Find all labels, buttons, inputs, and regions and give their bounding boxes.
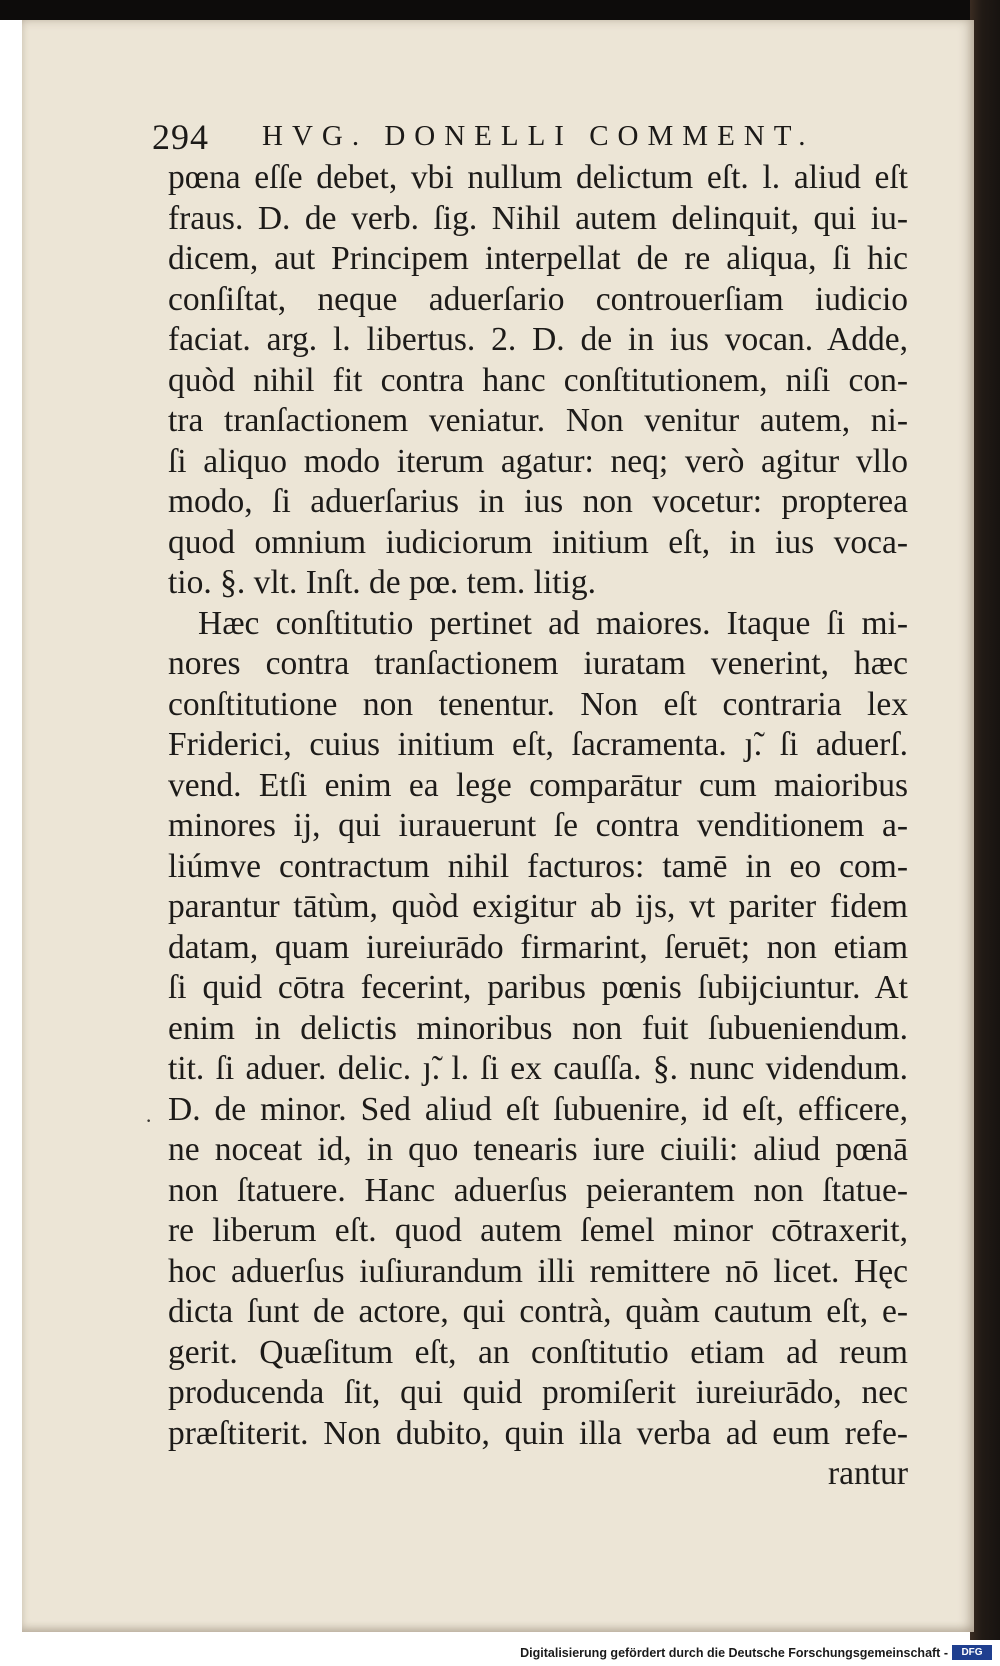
text-line: enim in delictis minoribus non fuit ſubueniendum. — [168, 1009, 908, 1047]
catchword: rantur — [828, 1455, 908, 1492]
text-line: nores contra tranſactionem iuratam venerint, hæc — [168, 645, 908, 682]
text-line: faciat. arg. l. libertus. 2. D. de in ius vocan. Adde, — [168, 321, 908, 358]
text-line: minores ij, qui iurauerunt ſe contra venditionem a- — [168, 807, 908, 844]
text-line: datam, quam iureiurādo firmarint, ſeruēt; non etiam — [168, 928, 908, 966]
text-line: hoc aduerſus iuſiurandum illi remittere nō licet. Hęc — [168, 1252, 908, 1290]
text-line: quòd nihil fit contra hanc conſtitutionem, niſi con- — [168, 361, 908, 399]
body-text — [168, 158, 908, 1495]
text-line: conſtitutione non tenentur. Non eſt contraria lex — [168, 685, 908, 723]
text-line: producenda ſit, qui quid promiſerit iureiurādo, nec — [168, 1374, 908, 1411]
text-line: ne noceat id, in quo tenearis iure ciuili: aliud pœnā — [168, 1131, 908, 1168]
text-line: præſtiterit. Non dubito, quin illa verba ad eum refe- — [168, 1414, 908, 1452]
page-number: 294 — [152, 117, 209, 157]
text-line: pœna eſſe debet, vbi nullum delictum eſt. l. aliud eſt — [168, 159, 908, 196]
text-line: quod omnium iudiciorum initium eſt, in ius voca- — [168, 523, 908, 561]
text-line: tra tranſactionem veniatur. Non venitur autem, ni- — [168, 402, 908, 439]
text-line: non ſtatuere. Hanc aduerſus peierantem non ſtatue- — [168, 1171, 908, 1209]
text-line: parantur tātùm, quòd exigitur ab ijs, vt pariter fidem — [168, 888, 908, 925]
book-fore-edge — [970, 0, 1000, 1640]
text-line: Friderici, cuius initium eſt, ſacramenta. ȷ̃. ſi aduerſ. — [168, 726, 908, 763]
text-line: ſi aliquo modo iterum agatur: neq; verò agitur vllo — [168, 442, 908, 480]
text-line: vend. Etſi enim ea lege comparātur cum maioribus — [168, 766, 908, 804]
text-line: D. de minor. Sed aliud eſt ſubuenire, id eſt, efficere, — [168, 1090, 908, 1128]
funding-credit: Digitalisierung gefördert durch die Deutsche Forschungsgemeinschaft - — [520, 1646, 948, 1660]
text-line: conſiſtat, neque aduerſario controuerſiam iudicio — [168, 280, 908, 318]
text-line: liúmve contractum nihil facturos: tamē in eo com- — [168, 847, 908, 885]
margin-mark: · — [145, 1108, 153, 1133]
text-line: modo, ſi aduerſarius in ius non vocetur: propterea — [168, 483, 908, 520]
text-line: ſi quid cōtra fecerint, paribus pœnis ſubijciuntur. At — [168, 969, 908, 1006]
page-header — [152, 110, 872, 160]
text-line: gerit. Quæſitum eſt, an conſtitutio etiam ad reum — [168, 1333, 908, 1371]
running-head: HVG. DONELLI COMMENT. — [262, 120, 815, 152]
text-line: tit. ſi aduer. delic. ȷ̃. l. ſi ex cauſſa. §. nunc videndum. — [168, 1050, 908, 1087]
scan-top-edge — [0, 0, 1000, 20]
dfg-logo: DFG — [952, 1645, 992, 1660]
text-line: dicem, aut Principem interpellat de re aliqua, ſi hic — [168, 240, 908, 277]
text-line: fraus. D. de verb. ſig. Nihil autem delinquit, qui iu- — [168, 199, 908, 237]
text-line: Hæc conſtitutio pertinet ad maiores. Itaque ſi mi- — [198, 604, 908, 642]
text-line: tio. §. vlt. Inſt. de pœ. tem. litig. — [168, 564, 597, 601]
text-line: re liberum eſt. quod autem ſemel minor cōtraxerit, — [168, 1212, 908, 1249]
text-line: dicta ſunt de actore, qui contrà, quàm cautum eſt, e- — [168, 1293, 908, 1330]
